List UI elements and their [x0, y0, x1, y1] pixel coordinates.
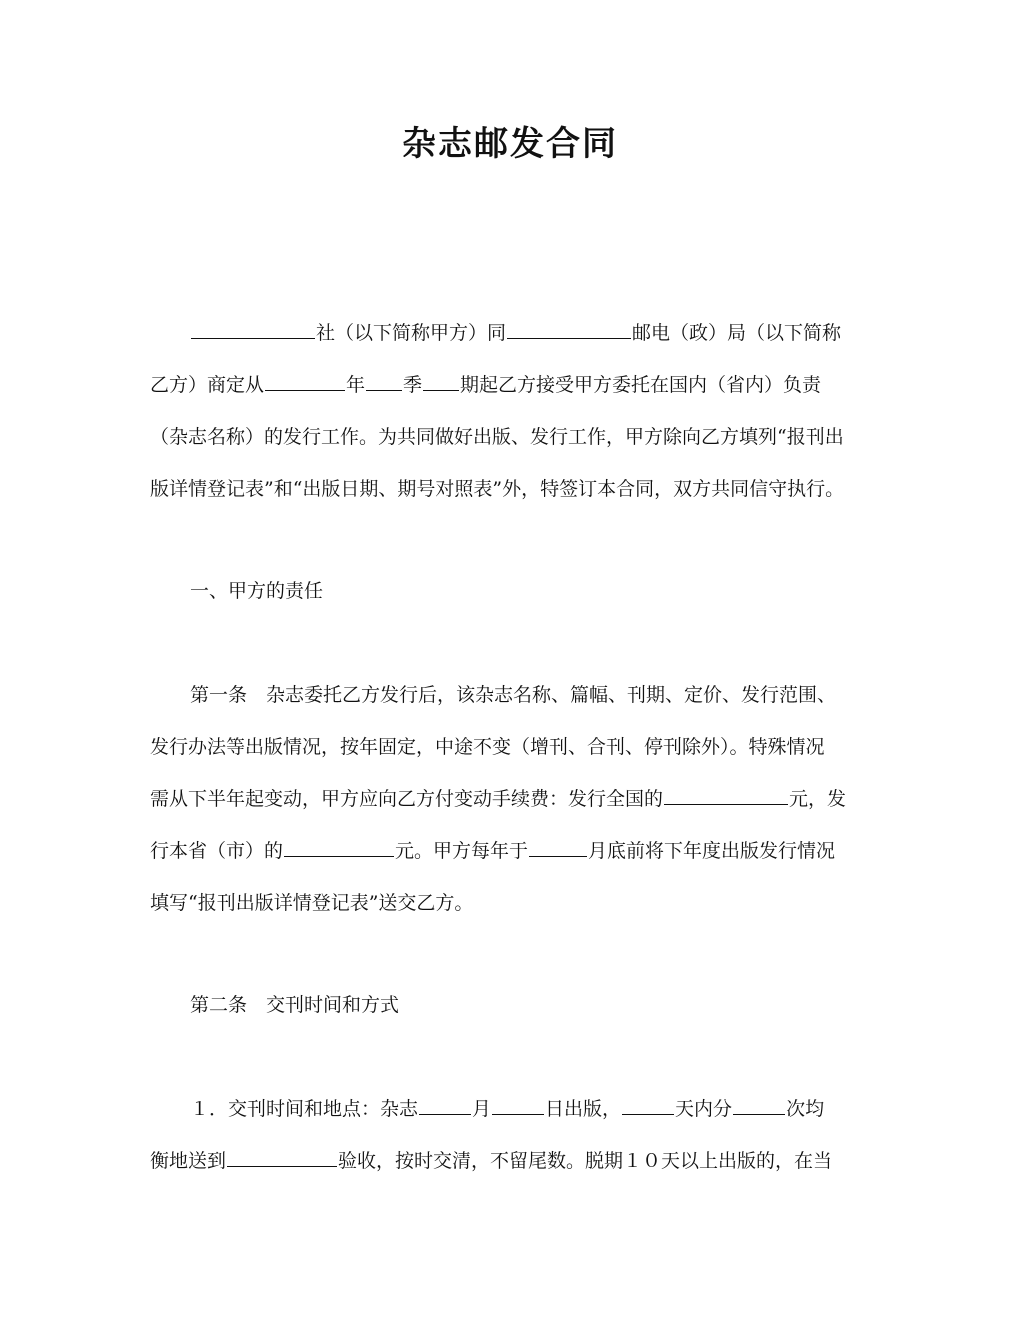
article1-line-2: 发行办法等出版情况，按年固定，中途不变（增刊、合刊、停刊除外）。特殊情况: [150, 736, 825, 758]
article2-heading: 第二条 交刊时间和方式: [190, 994, 400, 1016]
blank-field: [265, 370, 345, 391]
intro-line-3: （杂志名称）的发行工作。为共同做好出版、发行工作，甲方除向乙方填列“报刊出: [150, 426, 844, 448]
text-run: 期起乙方接受甲方委托在国内（省内）负责: [460, 374, 822, 396]
text-run: 元。甲方每年于: [395, 840, 529, 862]
article1-line-1: 第一条 杂志委托乙方发行后，该杂志名称、篇幅、刊期、定价、发行范围、: [190, 684, 837, 706]
text-run: 邮电（政）局（以下简称: [632, 322, 842, 344]
blank-field: [191, 318, 315, 339]
blank-field: [284, 836, 394, 857]
text-run: 日出版，: [545, 1098, 622, 1120]
blank-field: [664, 784, 788, 805]
text-run: 需从下半年起变动，甲方应向乙方付变动手续费：发行全国的: [150, 788, 664, 810]
text-run: 年: [346, 374, 366, 396]
blank-field: [227, 1146, 337, 1167]
document-title: 杂志邮发合同: [402, 124, 618, 164]
blank-field: [622, 1094, 674, 1115]
article1-line-5: 填写“报刊出版详情登记表”送交乙方。: [150, 892, 474, 914]
blank-field: [423, 370, 459, 391]
intro-line-4: 版详情登记表”和“出版日期、期号对照表”外，特签订本合同，双方共同信守执行。: [150, 478, 845, 500]
text-run: 社（以下简称甲方）同: [316, 322, 507, 344]
intro-line-2: [150, 370, 890, 400]
text-run: 乙方）商定从: [150, 374, 265, 396]
blank-field: [733, 1094, 785, 1115]
text-run: １．交刊时间和地点：杂志: [190, 1098, 419, 1120]
blank-field: [419, 1094, 471, 1115]
text-run: 验收，按时交清，不留尾数。脱期１０天以上出版的，在当: [338, 1150, 833, 1172]
intro-line-1: [190, 318, 890, 348]
text-run: 天内分: [675, 1098, 733, 1120]
blank-field: [507, 318, 631, 339]
item1-line-2: [150, 1146, 890, 1176]
article1-line-4: [150, 836, 890, 866]
section-heading: 一、甲方的责任: [190, 580, 324, 602]
text-run: 月: [472, 1098, 492, 1120]
item1-line-1: [190, 1094, 890, 1124]
blank-field: [529, 836, 587, 857]
text-run: 元，发: [789, 788, 847, 810]
text-run: 次均: [786, 1098, 825, 1120]
article1-line-3: [150, 784, 890, 814]
text-run: 月底前将下年度出版发行情况: [588, 840, 836, 862]
text-run: 行本省（市）的: [150, 840, 284, 862]
blank-field: [492, 1094, 544, 1115]
text-run: 季: [403, 374, 423, 396]
blank-field: [366, 370, 402, 391]
text-run: 衡地送到: [150, 1150, 227, 1172]
